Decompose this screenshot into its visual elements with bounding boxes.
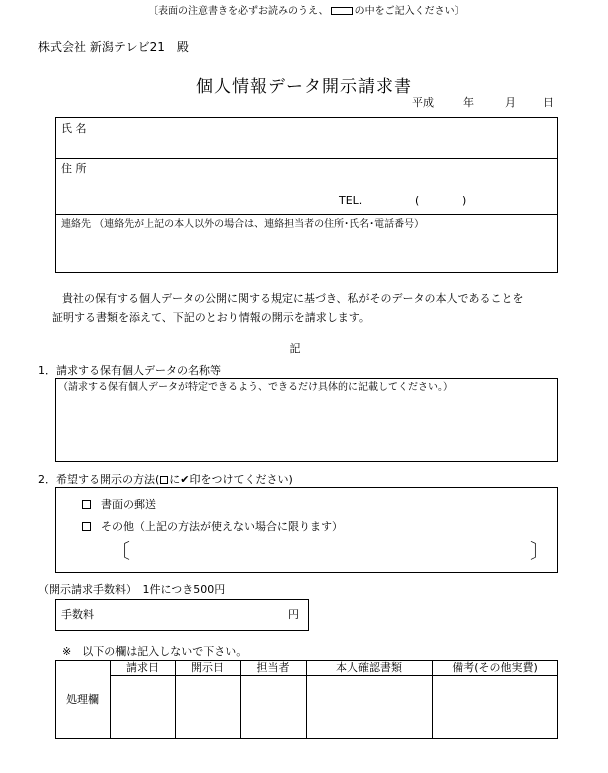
date-day: 日 — [543, 96, 554, 109]
data-name-field[interactable] — [58, 396, 555, 459]
section2-heading-before: 2．希望する開示の方法( — [38, 473, 160, 486]
ki-label: 記 — [289, 342, 301, 355]
tel-paren-open: ( — [415, 194, 420, 207]
contact-label: 連絡先 （連絡先が上記の本人以外の場合は、連絡担当者の住所･氏名･電話番号） — [61, 219, 425, 230]
option-other-checkbox[interactable] — [82, 522, 91, 531]
notice-before: 〔表面の注意書きを必ずお読みのうえ、 — [148, 6, 329, 17]
section2-heading-mid: に — [169, 473, 181, 486]
section1-note: （請求する保有個人データが特定できるよう、できるだけ具体的に記載してください。） — [58, 382, 453, 393]
section1-heading: 1．請求する保有個人データの名称等 — [38, 364, 221, 377]
tel-paren-close: ) — [462, 194, 467, 207]
office-note: ※ 以下の欄は記入しないで下さい。 — [62, 645, 248, 658]
office-col-staff: 担当者 — [256, 661, 290, 674]
name-label: 氏 名 — [61, 122, 87, 135]
notice-line — [148, 6, 465, 18]
page-title: 個人情報データ開示請求書 — [196, 77, 412, 97]
fee-amount-field[interactable] — [110, 602, 284, 628]
name-field[interactable] — [100, 118, 555, 156]
notice-after: の中をご記入ください〕 — [354, 6, 465, 17]
office-header-line — [110, 675, 558, 676]
option-mail-checkbox[interactable] — [82, 500, 91, 509]
address-label: 住 所 — [61, 162, 87, 175]
fee-header: （開示請求手数料） 1件につき500円 — [38, 583, 226, 596]
addressee: 株式会社 新潟テレビ21 殿 — [38, 40, 189, 54]
other-method-field[interactable] — [130, 543, 528, 567]
office-col-remarks: 備考(その他実費) — [452, 661, 538, 674]
bracket-open: 〔 — [110, 539, 130, 563]
fee-unit: 円 — [288, 608, 299, 621]
bracket-close: 〕 — [530, 539, 550, 563]
intro-line-1: 貴社の保有する個人データの公開に関する規定に基づき、私がそのデータの本人であることを — [62, 292, 524, 305]
date-year: 年 — [463, 96, 474, 109]
checkbox-symbol — [160, 476, 168, 484]
office-col-disclosure-date: 開示日 — [191, 661, 224, 674]
contact-field[interactable] — [58, 233, 555, 271]
intro-line-2: 証明する書類を添えて、下記のとおり情報の開示を請求します。 — [52, 311, 370, 324]
date-era: 平成 — [412, 96, 434, 109]
tel-field[interactable] — [370, 190, 510, 210]
fee-label: 手数料 — [61, 608, 94, 621]
office-row-label: 処理欄 — [66, 693, 99, 706]
date-month: 月 — [505, 96, 516, 109]
section2-heading — [38, 473, 293, 486]
address-field[interactable] — [100, 159, 555, 187]
office-col-id-document: 本人確認書類 — [336, 661, 402, 674]
office-col-request-date: 請求日 — [126, 661, 159, 674]
tel-label: TEL. — [339, 194, 363, 207]
option-mail-label: 書面の郵送 — [101, 498, 156, 511]
input-box-symbol — [331, 7, 353, 15]
option-mail[interactable] — [82, 498, 156, 511]
check-mark-icon: ✔ — [180, 473, 190, 486]
applicant-divider-2 — [55, 214, 558, 215]
option-other[interactable] — [82, 520, 343, 533]
option-other-label: その他（上記の方法が使えない場合に限ります） — [101, 520, 343, 533]
section2-heading-after: 印をつけてください) — [189, 473, 293, 486]
